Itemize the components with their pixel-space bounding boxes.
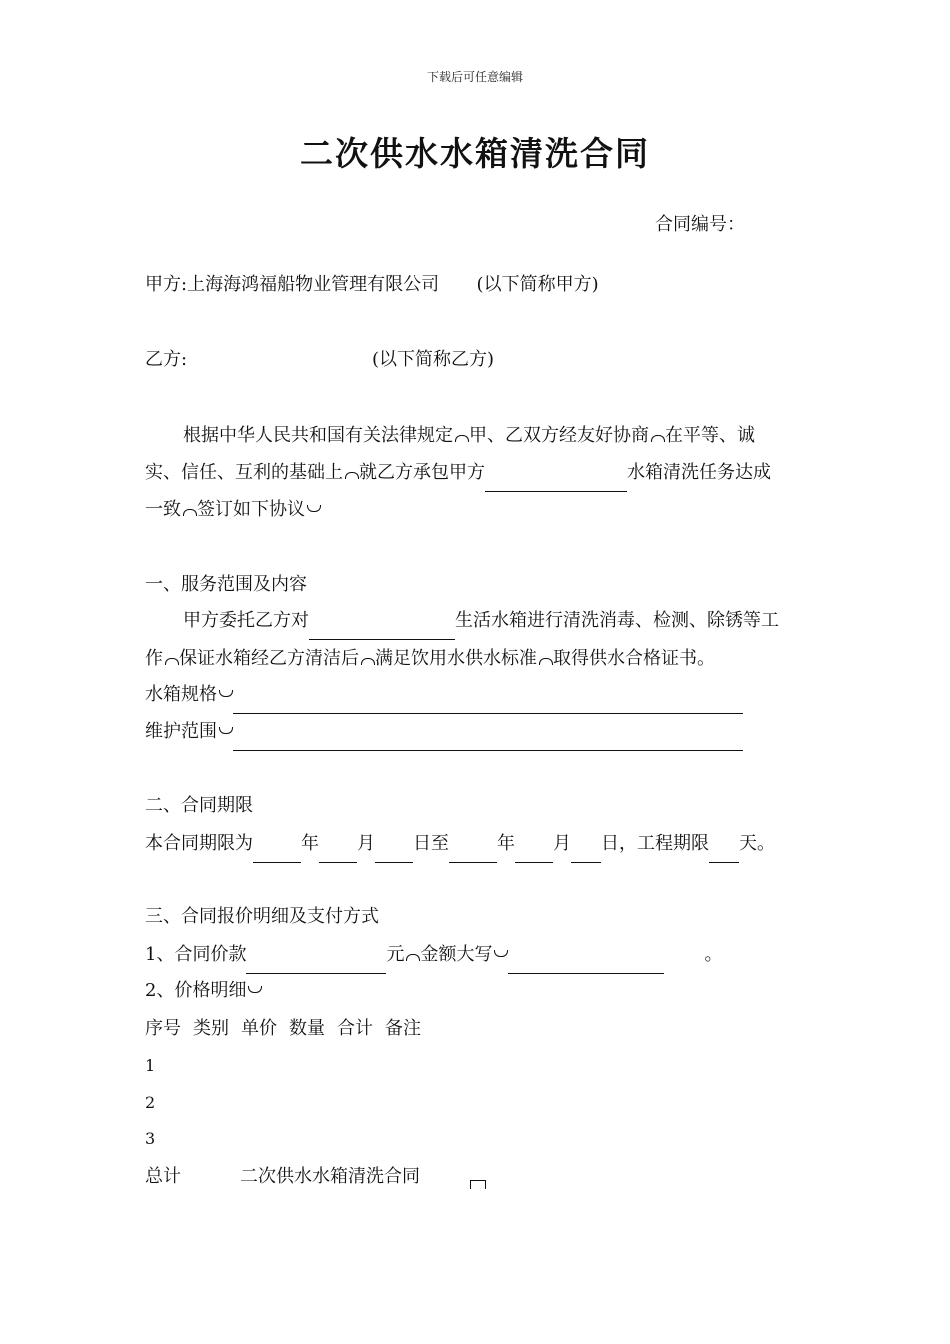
bracket-mark-icon bbox=[470, 1180, 486, 1189]
table-row: 2 bbox=[145, 1093, 156, 1112]
tank-spec-field[interactable] bbox=[233, 689, 743, 714]
section1-line-2: 作 保证水箱经乙方清洁后 满足饮用水供水标准 取得供水合格证书。 bbox=[145, 648, 715, 669]
footer-title: 二次供水水箱清洗合同 bbox=[240, 1166, 420, 1187]
punct-mark-icon bbox=[217, 727, 233, 737]
contract-price-line: 1、合同价款 元 金额大写 。 bbox=[145, 936, 722, 974]
punct-mark-icon bbox=[404, 950, 420, 960]
party-b-abbr: (以下简称乙方) bbox=[372, 349, 495, 370]
punct-mark-icon bbox=[305, 505, 321, 515]
party-a-label: 甲方:上海海鸿福船物业管理有限公司 bbox=[145, 274, 440, 295]
table-header-cell: 数量 bbox=[289, 1018, 325, 1039]
amount-caps-field[interactable] bbox=[508, 949, 664, 974]
page-header-note: 下载后可任意编辑 bbox=[426, 70, 523, 84]
contract-term-line: 本合同期限为 年 月 日至 年 月 日，工程期限 天。 bbox=[145, 825, 775, 863]
intro-line-2: 实、信任、互利的基础上 就乙方承包甲方 水箱清洗任务达成 bbox=[145, 454, 771, 492]
section1-heading: 一、服务范围及内容 bbox=[145, 574, 307, 595]
punct-mark-icon bbox=[492, 950, 508, 960]
party-a-abbr: (以下简称甲方) bbox=[476, 274, 599, 295]
intro-line-1: 根据中华人民共和国有关法律规定 甲、乙双方经友好协商 在平等、诚 bbox=[183, 425, 755, 446]
punct-mark-icon bbox=[217, 690, 233, 700]
table-header-cell: 单价 bbox=[241, 1018, 277, 1039]
end-year-field[interactable] bbox=[449, 838, 497, 863]
price-field[interactable] bbox=[246, 949, 386, 974]
start-day-field[interactable] bbox=[375, 838, 413, 863]
total-label: 总计 bbox=[145, 1166, 181, 1187]
table-header-cell: 类别 bbox=[193, 1018, 229, 1039]
maintenance-scope-field[interactable] bbox=[233, 726, 743, 751]
start-year-field[interactable] bbox=[253, 838, 301, 863]
document-title: 二次供水水箱清洗合同 bbox=[300, 134, 650, 173]
punct-mark-icon bbox=[181, 505, 197, 515]
punct-mark-icon bbox=[359, 654, 375, 664]
punct-mark-icon bbox=[246, 986, 262, 996]
party-b-label: 乙方: bbox=[145, 349, 188, 370]
punct-mark-icon bbox=[163, 654, 179, 664]
end-day-field[interactable] bbox=[571, 838, 601, 863]
punct-mark-icon bbox=[537, 654, 553, 664]
blank-field[interactable] bbox=[309, 615, 455, 640]
table-row: 1 bbox=[145, 1056, 156, 1075]
duration-days-field[interactable] bbox=[709, 838, 739, 863]
price-detail-label: 2、价格明细 bbox=[145, 972, 262, 1010]
section1-line-1: 甲方委托乙方对 生活水箱进行清洗消毒、检测、除锈等工 bbox=[183, 602, 779, 640]
intro-line-3: 一致 签订如下协议 bbox=[145, 491, 321, 529]
price-table-header bbox=[145, 1010, 433, 1048]
tank-spec-line: 水箱规格 bbox=[145, 676, 743, 714]
punct-mark-icon bbox=[649, 431, 665, 441]
start-month-field[interactable] bbox=[319, 838, 357, 863]
end-month-field[interactable] bbox=[515, 838, 553, 863]
table-header-cell: 合计 bbox=[337, 1018, 373, 1039]
maintenance-scope-line: 维护范围 bbox=[145, 713, 743, 751]
punct-mark-icon bbox=[453, 431, 469, 441]
party-a-line bbox=[145, 266, 599, 304]
contract-number-label: 合同编号： bbox=[655, 214, 745, 235]
table-header-cell: 序号 bbox=[145, 1018, 181, 1039]
section3-heading: 三、合同报价明细及支付方式 bbox=[145, 906, 379, 927]
table-row: 3 bbox=[145, 1129, 156, 1148]
punct-mark-icon bbox=[343, 468, 359, 478]
table-header-cell: 备注 bbox=[385, 1018, 421, 1039]
section2-heading: 二、合同期限 bbox=[145, 795, 253, 816]
blank-field[interactable] bbox=[485, 467, 627, 492]
